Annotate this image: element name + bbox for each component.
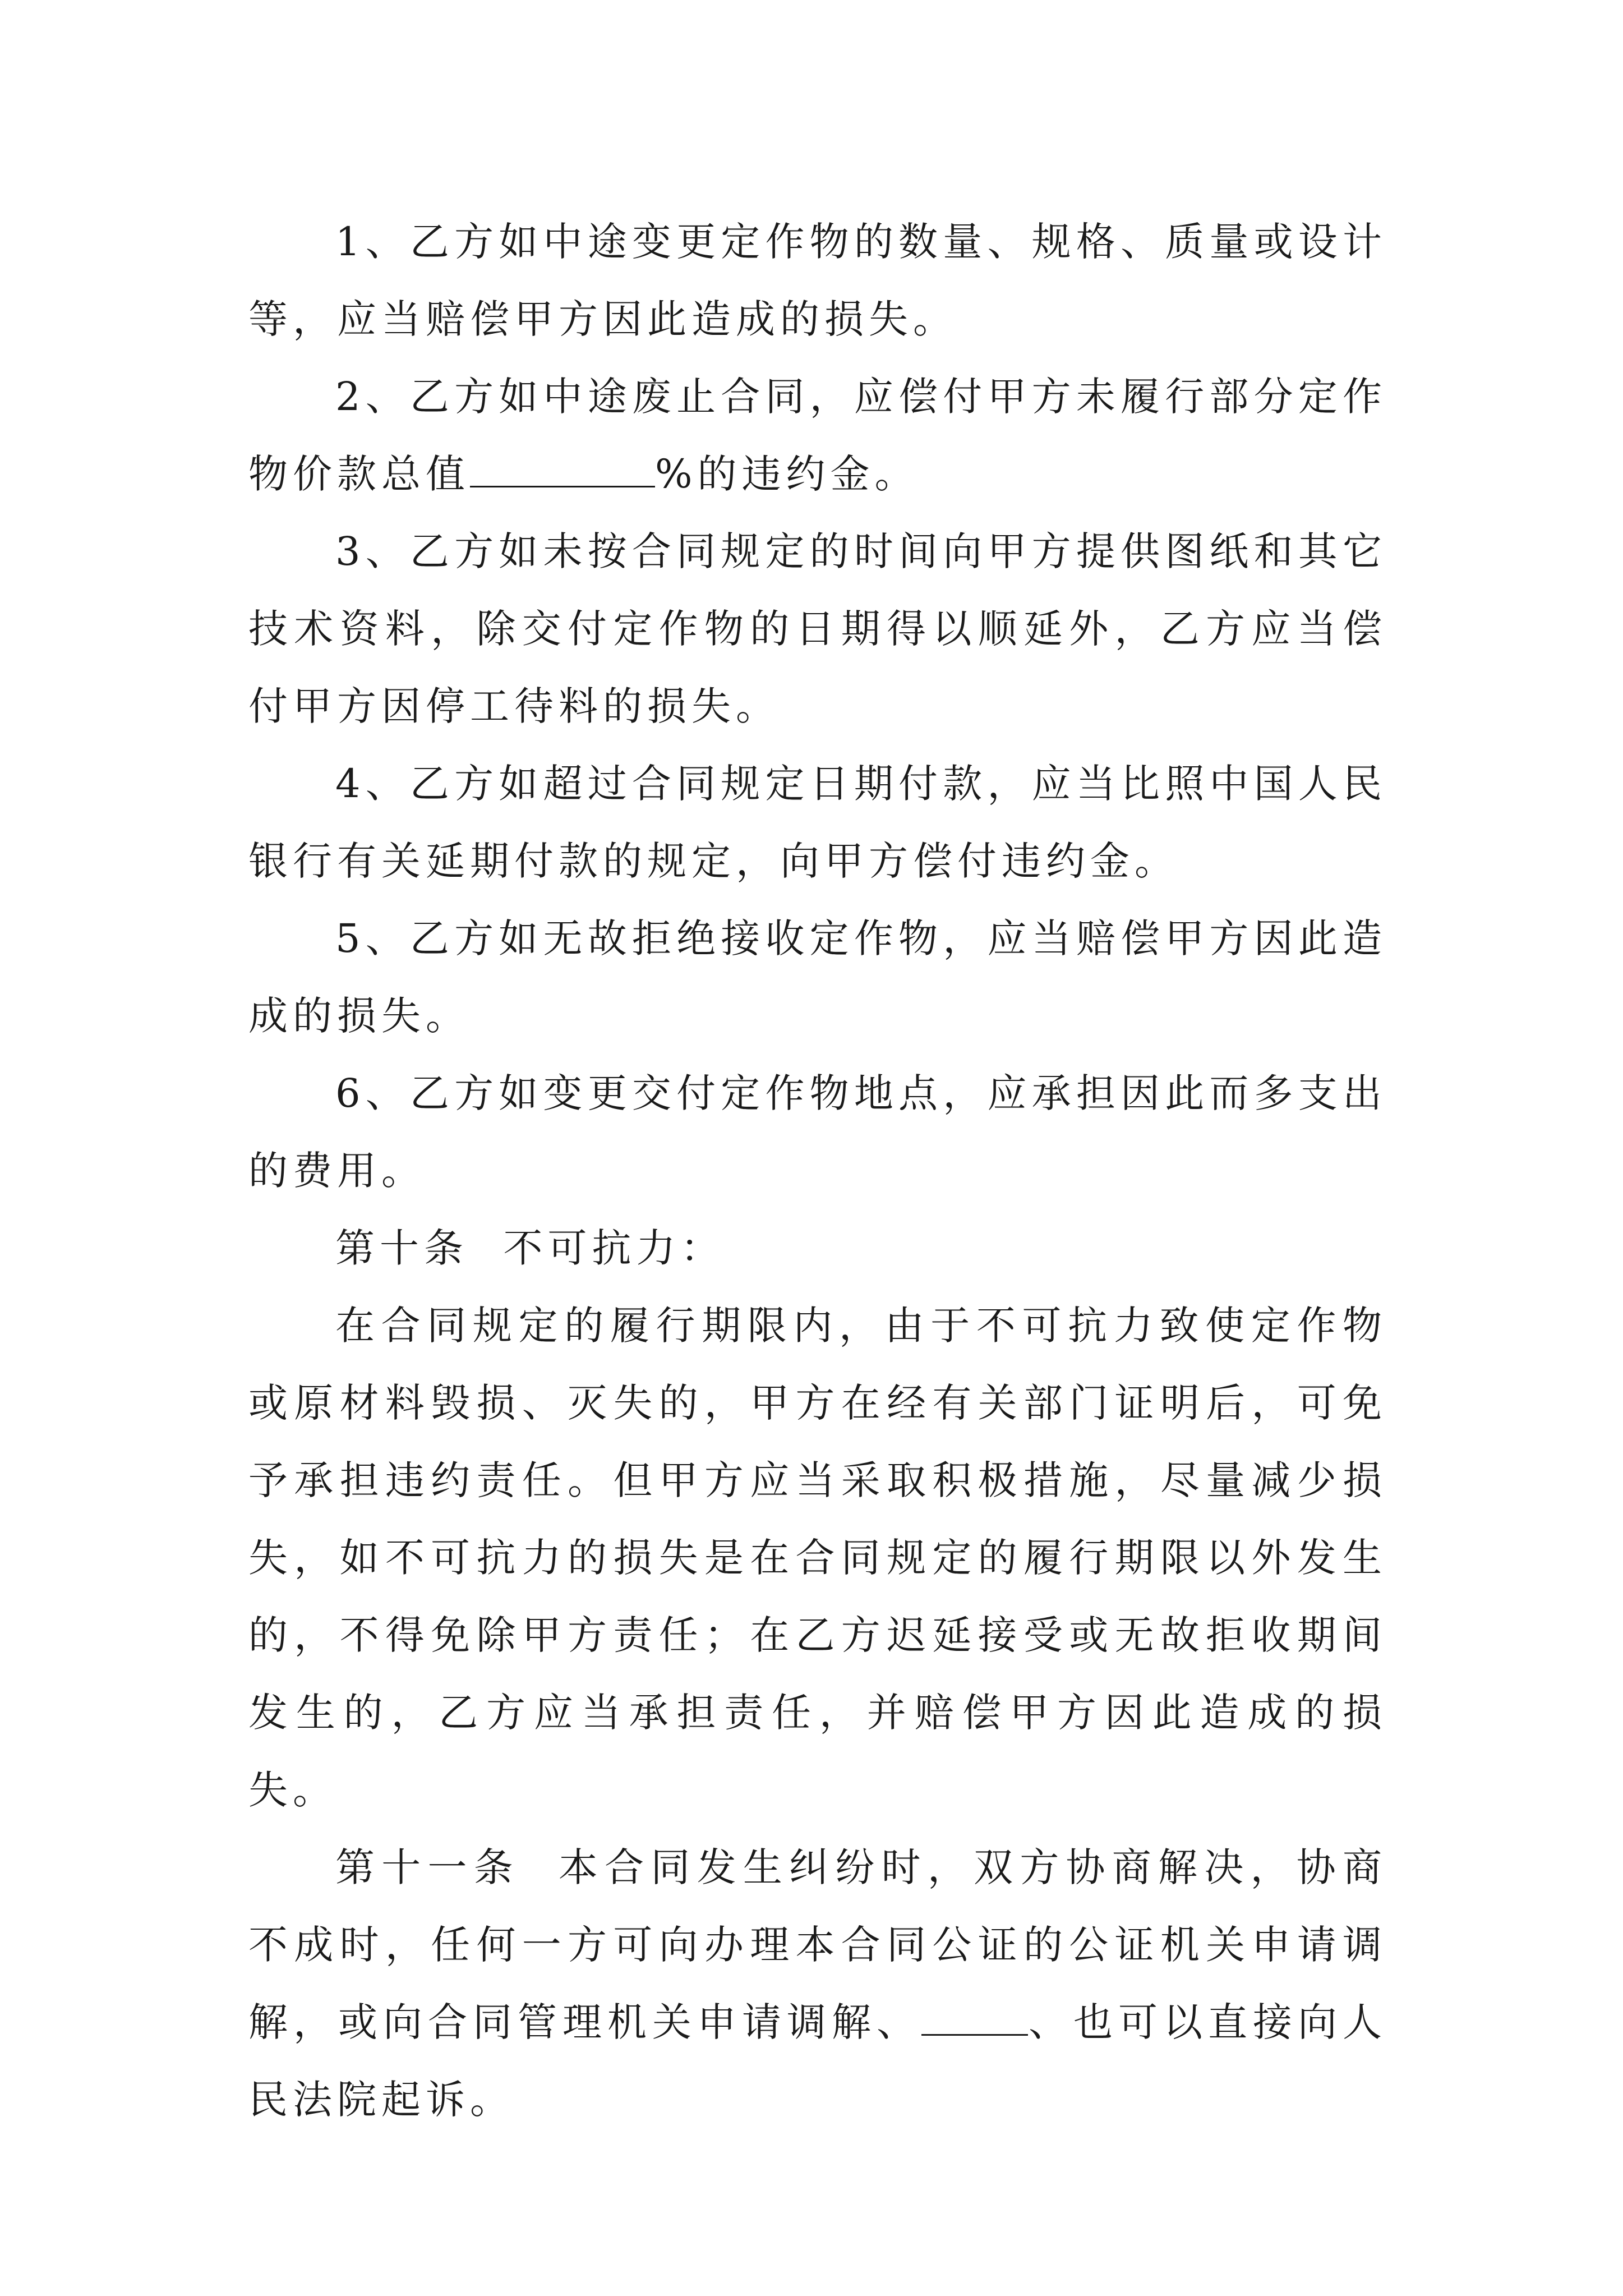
article-11-text-after: 、也可以直接向人民法院起诉。 [248,1999,1387,2123]
clause-4-text: 4、乙方如超过合同规定日期付款，应当比照中国人民银行有关延期付款的规定，向甲方偿付违约金。 [248,761,1387,884]
clause-1-text: 1、乙方如中途变更定作物的数量、规格、质量或设计等，应当赔偿甲方因此造成的损失。 [248,219,1387,342]
article-10-body-text: 在合同规定的履行期限内，由于不可抗力致使定作物或原材料毁损、灭失的，甲方在经有关部门证明后，可免予承担违约责任。但甲方应当采取积极措施，尽量减少损失，如不可抗力的损失是在合同规定的履行期限以外发生的，不得免除甲方责任；在乙方迟延接受或无故拒收期间发生的，乙方应当承担责任，并赔偿甲方因此造成的损失。 [248,1303,1387,1813]
article-10-heading-text: 第十条 不可抗力： [335,1225,725,1271]
fill-in-blank-percentage [470,451,655,487]
clause-5-text: 5、乙方如无故拒绝接收定作物，应当赔偿甲方因此造成的损失。 [248,915,1387,1039]
clause-2-text-before: 2、乙方如中途废止合同，应偿付甲方未履行部分定作物价款总值 [248,374,1387,497]
clause-1-paragraph [248,203,1387,358]
article-11-text-before: 第十一条 本合同发生纠纷时，双方协商解决，协商不成时，任何一方可向办理本合同公证的公证机关申请调解，或向合同管理机关申请调解、 [248,1844,1387,2045]
article-10-heading [248,1209,1387,1287]
clause-3-text: 3、乙方如未按合同规定的时间向甲方提供图纸和其它技术资料，除交付定作物的日期得以顺延外，乙方应当偿付甲方因停工待料的损失。 [248,528,1387,729]
article-10-body-paragraph [248,1287,1387,1829]
clause-3-paragraph [248,513,1387,745]
document-body [248,203,1387,2138]
clause-4-paragraph [248,745,1387,900]
clause-2-paragraph [248,358,1387,513]
article-11-paragraph [248,1829,1387,2138]
clause-6-paragraph [248,1055,1387,1209]
clause-2-text-after: %的违约金。 [655,451,919,497]
clause-5-paragraph [248,900,1387,1055]
fill-in-blank-arbitration [921,1999,1028,2036]
clause-6-text: 6、乙方如变更交付定作物地点，应承担因此而多支出的费用。 [248,1070,1387,1194]
